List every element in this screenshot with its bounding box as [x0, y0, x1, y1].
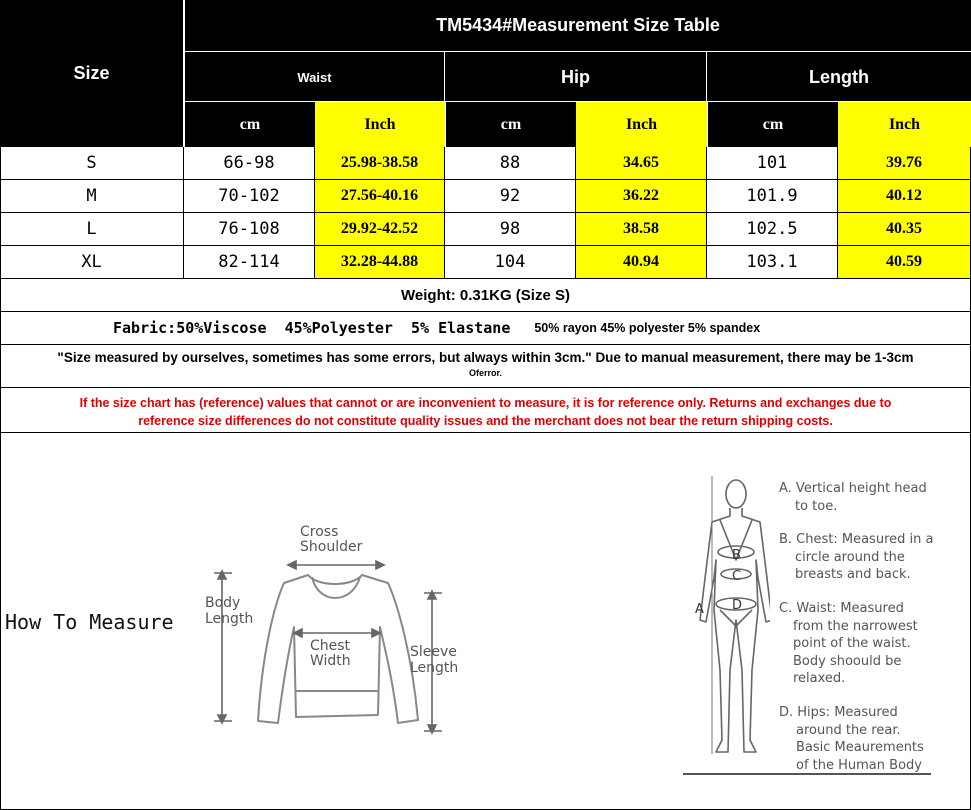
- unit-cm: cm: [707, 102, 838, 147]
- size-cell: M: [0, 180, 184, 213]
- weight-row: [0, 279, 971, 312]
- body-length-label: Body: [205, 595, 241, 611]
- length-cm-cell: 101: [707, 147, 838, 180]
- note-c: [779, 600, 969, 688]
- note-d: [779, 704, 969, 774]
- note-line: from the narrowest: [793, 618, 918, 634]
- note-line: D. Hips: Measured: [779, 705, 898, 720]
- hip-inch-cell: 34.65: [576, 147, 707, 180]
- length-inch-cell: 39.76: [838, 147, 971, 180]
- length-inch-cell: 40.35: [838, 213, 971, 246]
- note-line: A. Vertical height head: [779, 481, 927, 496]
- fabric-row: [0, 312, 971, 345]
- hip-cm-cell: 92: [445, 180, 576, 213]
- disclaimer-row: [0, 345, 971, 388]
- cross-shoulder-label: Cross: [300, 524, 339, 540]
- waist-cm-cell: 82-114: [184, 246, 315, 279]
- body-figure: [690, 470, 770, 770]
- weight-text: Weight: 0.31KG (Size S): [401, 286, 570, 304]
- group-waist: Waist: [185, 52, 445, 102]
- size-cell: XL: [0, 246, 184, 279]
- unit-cm: cm: [445, 102, 576, 147]
- letter-b: B: [732, 548, 741, 563]
- sleeve-length-label: Length: [410, 660, 459, 676]
- size-header: Size: [73, 63, 110, 83]
- note-b: [779, 531, 969, 584]
- letter-d: D: [732, 598, 743, 613]
- waist-cm-cell: 66-98: [184, 147, 315, 180]
- note-line: relaxed.: [793, 671, 846, 686]
- note-line: Basic Meaurements: [796, 740, 924, 755]
- hip-inch-cell: 38.58: [576, 213, 707, 246]
- fabric-alt-text: 50% rayon 45% polyester 5% spandex: [534, 321, 761, 335]
- warning-line: reference size differences do not constitute quality issues and the merchant does not bear the return shipping costs.: [138, 414, 833, 428]
- note-line: around the rear.: [796, 722, 901, 738]
- note-line: point of the waist.: [793, 636, 911, 651]
- group-hip: Hip: [445, 52, 707, 102]
- hip-cm-cell: 104: [445, 246, 576, 279]
- note-line: B. Chest: Measured in a: [779, 532, 934, 547]
- unit-inch: Inch: [315, 102, 445, 147]
- garment-diagram: [200, 515, 470, 750]
- hip-cm-cell: 98: [445, 213, 576, 246]
- warning-row: [0, 388, 971, 433]
- fabric-text: Fabric:50%Viscose 45%Polyester 5% Elastane: [113, 319, 511, 337]
- hip-inch-cell: 36.22: [576, 180, 707, 213]
- note-line: breasts and back.: [795, 567, 911, 582]
- note-line: C. Waist: Measured: [779, 601, 904, 616]
- unit-inch: Inch: [576, 102, 707, 147]
- size-cell: L: [0, 213, 184, 246]
- length-inch-cell: 40.12: [838, 180, 971, 213]
- body-length-label: Length: [205, 611, 254, 627]
- unit-cm: cm: [239, 115, 261, 133]
- hip-cm-cell: 88: [445, 147, 576, 180]
- note-line: of the Human Body: [796, 757, 922, 773]
- waist-inch-cell: 25.98-38.58: [315, 147, 445, 180]
- waist-cm-cell: 76-108: [184, 213, 315, 246]
- note-a: [779, 480, 969, 515]
- table-title: TM5434#Measurement Size Table: [436, 14, 720, 35]
- hip-inch-cell: 40.94: [576, 246, 707, 279]
- waist-inch-cell: 29.92-42.52: [315, 213, 445, 246]
- length-inch-cell: 40.59: [838, 246, 971, 279]
- disclaimer-line: "Size measured by ourselves, sometimes has some errors, but always within 3cm." Due to manual measurement, there may be 1-3cm: [57, 350, 914, 365]
- waist-inch-cell: 32.28-44.88: [315, 246, 445, 279]
- disclaimer-line: Oferror.: [468, 368, 502, 378]
- length-cm-cell: 103.1: [707, 246, 838, 279]
- letter-a: A: [695, 602, 704, 617]
- note-line: Body shoould be: [793, 653, 902, 669]
- warning-line: If the size chart has (reference) values that cannot or are inconvenient to measure, it is for reference only. Returns and exchanges due to: [79, 396, 892, 410]
- length-cm-cell: 101.9: [707, 180, 838, 213]
- unit-inch: Inch: [838, 102, 971, 147]
- letter-c: C: [732, 569, 742, 584]
- note-line: circle around the: [795, 549, 905, 565]
- note-line: to toe.: [795, 498, 838, 514]
- length-cm-cell: 102.5: [707, 213, 838, 246]
- chest-width-label: Width: [310, 653, 351, 669]
- waist-cm-cell: 70-102: [184, 180, 315, 213]
- group-length: Length: [809, 66, 869, 87]
- sleeve-length-label: Sleeve: [410, 644, 457, 660]
- chest-width-label: Chest: [310, 638, 351, 654]
- size-cell: S: [0, 147, 184, 180]
- how-to-measure-title: How To Measure: [5, 610, 174, 634]
- cross-shoulder-label: Shoulder: [300, 539, 363, 555]
- waist-inch-cell: 27.56-40.16: [315, 180, 445, 213]
